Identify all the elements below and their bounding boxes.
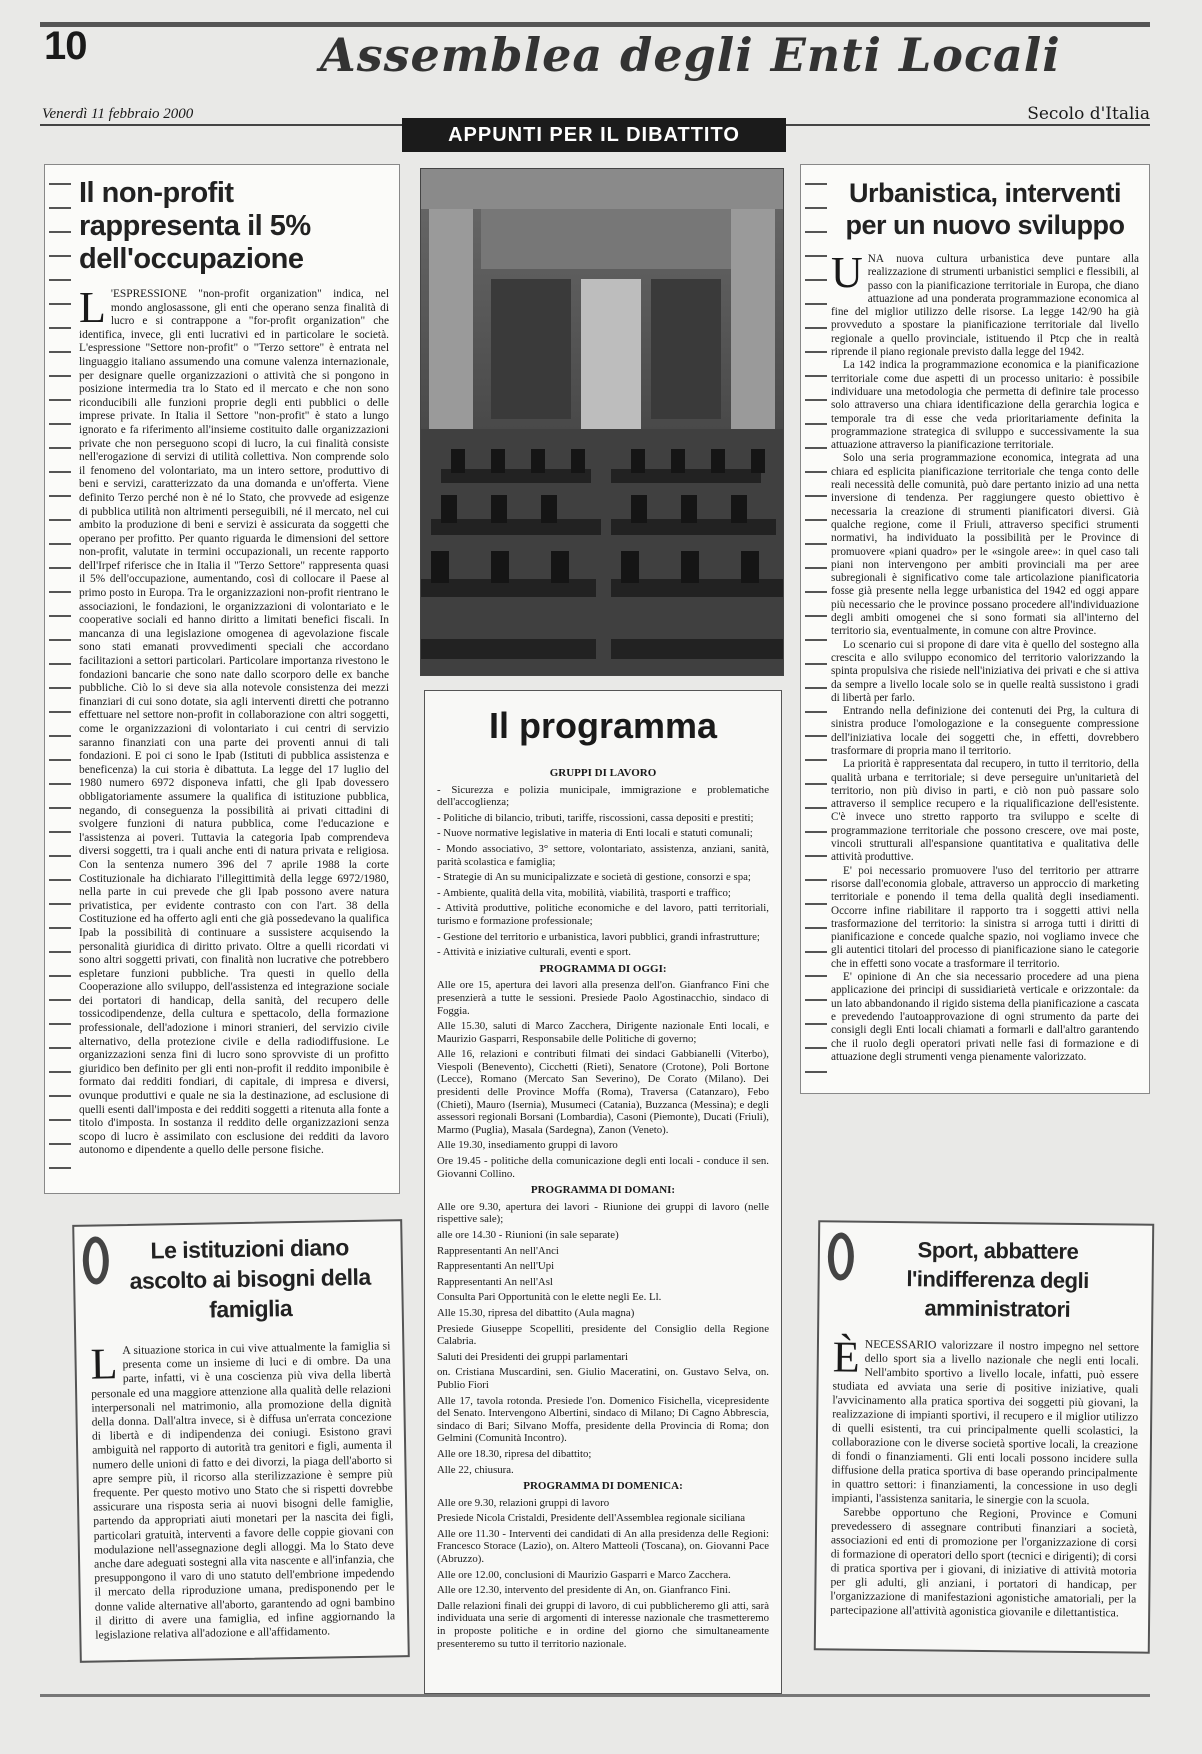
article-paragraph: Entrando nella definizione dei contenuti dei Prg, la cultura di sinistra produce l'omologazione e la conseguente compressione dell'iniziativa locale dei soggetti che, in effetti, dovrebbero trasformare di propria mano il territorio.	[831, 705, 1139, 757]
list-item: Alle 22, chiusura.	[437, 1463, 514, 1476]
list-item: Alle ore 12.00, conclusioni di Maurizio Gasparri e Marco Zacchera.	[437, 1568, 731, 1581]
masthead-title: Assemblea degli Enti Locali	[320, 28, 1061, 82]
list-item: - Nuove normative legislative in materia di Enti locali e statuti comunali;	[437, 827, 753, 840]
today-heading: PROGRAMMA DI OGGI:	[539, 962, 667, 975]
list-item: Alle 15.30, ripresa del dibattito (Aula magna)	[437, 1306, 635, 1319]
article-text: 'ESPRESSIONE "non-profit organization" indica, nel mondo anglosassone, gli enti che operano senza finalità di lucro e si contrappone a "for-profit organization" che identifica, invece, gli enti lucrativi ed in particolare le società. L'espressione "Settore non-profit" o "Terzo settore" è entrata nel linguaggio italiano assumendo una comune valenza internazionale, per designare quelle organizzazioni o attività che si pongono in posizione intermedia tra lo Stato ed il mercato e che non sono riconducibili alle funzioni proprie degli enti pubblici o delle imprese private. In Italia il Settore "non-profit" è stato a lungo ignorato e fa riferimento all'insieme costituito dalle organizzazioni private che non perseguono scopi di lucro, la cui finalità consiste nell'erogazione di servizi di utilità collettiva. Non comprende solo il fenomeno del volontariato, ma un intero settore, produttivo di beni e servizi, caratterizzato da una domanda e un'offerta. Viene definito Terzo perché non è né lo Stato, che provvede ad esigenze di pubblica utilità non altrimenti perseguibili, né il mercato, nel cui ambito la produzione di beni e servizi è assicurata da soggetti che operano per profitto. Per quanto riguarda le dimensioni del settore non-profit, valutate in termini occupazionali, un recente rapporto dell'Irpef riferisce che in Italia il "Terzo Settore" rappresenta quasi il 5% dell'occupazione, aumentando, così di collocare il Paese al primo posto in Europa. Tra le organizzazioni non-profit rientrano le associazioni, le fondazioni, le organizzazioni di volontariato e le cooperative sociali ed hanno diritto a limitati benefici fiscali. In mancanza di una legislazione omogenea di agevolazione fiscale sono stati emanati provvedimenti speciali che accordano facilitazioni a settori particolari. Particolare importanza rivestono le fondazioni bancarie che sono nate dallo scorporo delle ex banche pubbliche. Ciò lo si deve sia alla notevole consistenza dei mezzi finanziari di cui sono dotate, sia agli interventi diretti che potranno effettuare nel settore non-profit in collaborazione con altri soggetti, come le organizzazioni di volontariato i cui centri di servizio saranno finanziati con una parte dei proventi annui di tali fondazioni. E poi ci sono le Ipab (Istituti di pubblica assistenza e beneficenza) la cui storia è dibattuta. La legge del 17 luglio del 1980 numero 6972 disponeva infatti, che gli Ipab dovessero obbligatoriamente assumere la qualifica di istituzione pubblica, negando, di conseguenza la possibilità ai privati cittadini di svolgere funzioni di natura pubblica, come l'educazione e l'assistenza ai poveri. Tuttavia la categoria Ipab comprendeva diversi soggetti, tra i quali anche enti di natura privata e religiosa. Con la sentenza numero 396 del 7 aprile 1988 la corte Costituzionale ha dichiarato l'illegittimità della legge 6972/1980, nella parte in cui prevede che gli Ipab possono avere natura privatistica, per evidente contrasto con con l'art. 38 della Costituzione ed ha offerto agli enti che già possedevano la qualifica Ipab la possibilità di continuare a sussistere acquisendo la personalità giuridica di diritto privato. Oltre a quelli ricordati vi sono altri soggetti privati, con finalità non lucrative che potrebbero espletare funzioni pubbliche. Tra questi in quello della Cooperazione allo sviluppo, dell'assistenza ed integrazione sociale dei portatori di handicap, della sanità, del recupero delle tossicodipendenze, della cultura e spettacolo, della formazione professionale, dell'adozione i minori stranieri, del servizio civile alternativo, della protezione civile e della radiodiffusione. Le organizzazioni senza fini di lucro sono sprovviste di un profitto giuridico ben definito per gli enti non-profit il reddito imponibile è formato dai redditi fondiari, di capitale, di impresa e diversi, ovunque produttivi e quale ne sia la destinazione, ad esclusione di quelli esenti dall'imposta e dei redditi soggetti a ritenuta alla fonte a titolo d'imposta. In sostanza il reddito delle organizzazioni senza scopo di lucro è assimilato con esclusione dei redditi da lavoro autonomo e dipendente a quello delle persone fisiche.	[79, 288, 389, 1157]
article-famiglia	[72, 1219, 410, 1663]
list-item: alle ore 14.30 - Riunioni (in sale separate)	[437, 1229, 619, 1241]
list-item: Consulta Pari Opportunità con le elette negli Ee. Ll.	[437, 1291, 662, 1304]
page-number: 10	[44, 24, 87, 68]
list-item: on. Cristiana Muscardini, sen. Giulio Maceratini, on. Gustavo Selva, on. Publio Fiori	[437, 1366, 769, 1391]
list-item: Alle 15.30, saluti di Marco Zacchera, Dirigente nazionale Enti locali, e Maurizio Gasparri, Responsabile delle Politiche di governo;	[437, 1020, 769, 1045]
list-item: Presiede Giuseppe Scopelliti, presidente del Consiglio della Regione Calabria.	[437, 1322, 769, 1348]
sunday-list	[437, 1497, 769, 1651]
article-paragraph: La 142 indica la programmazione economica e la pianificazione territoriale come due aspetti di un processo unitario: è possibile individuare una metodologia che permetta di definire tale processo solo attraverso una chiara identificazione della gerarchia logica e temporale tra di esse che veda prioritariamente definita la programmazione strategica di sviluppo e successivamente la sua attuazione attraverso la pianificazione territoriale.	[831, 359, 1139, 452]
drop-cap: U	[831, 248, 863, 297]
article-urbanistica	[800, 164, 1150, 1094]
list-item: Ore 19.45 - politiche della comunicazione degli enti locali - conduce il sen. Giovanni Collino.	[437, 1155, 769, 1180]
council-chamber-photo	[420, 168, 784, 676]
list-item: - Mondo associativo, 3° settore, volontariato, assistenza, anziani, sanità, parità scolastica e famiglia;	[437, 842, 769, 868]
program-title: Il programma	[488, 705, 718, 746]
article-paragraph: NECESSARIO valorizzare il nostro impegno nel settore dello sport sia a livello nazionale che negli enti locali. Nell'ambito sportivo a livello locale, infatti, può essere studiata ed avviata una serie di positive iniziative, quali l'avvicinamento alla pratica sportiva dei soggetti più giovani, la realizzazione di impianti sportivi, il recupero e il miglior utilizzo di quelli esistenti, tra cui principalmente quelli scolastici, la collaborazione con le diverse società sportive locali, la creazione di fondi o finanziamenti. Gli enti locali possono incidere sulla diffusione della pratica sportiva di base operando principalmente in quattro settori: i finanziamenti, la concessione in uso degli impianti, l'assistenza sanitaria, le sinergie con la scuola.	[831, 1337, 1140, 1508]
drop-cap: L	[90, 1339, 118, 1389]
list-item: Alle ore 12.30, intervento del presidente di An, on. Gianfranco Fini.	[437, 1584, 731, 1597]
article-sport	[814, 1220, 1154, 1653]
section-banner: APPUNTI PER IL DIBATTITO	[402, 118, 786, 152]
article-headline: Il non-profit rappresenta il 5% dell'occupazione	[79, 177, 311, 275]
article-paragraph: La priorità è rappresentata dal recupero, in tutto il territorio, della qualità urbana e territoriale; si deve perseguire un'unitarietà del territorio, non più diviso in parti, e ciò non può passare solo attraverso il semplice recupero e la riqualificazione dell'esistente. C'è invece uno stretto rapporto tra sviluppo e scelte di programmazione territoriale che possono crescere, ove mai poste, vincoli strutturali all'espansione quantitativa e qualitativa delle attività produttive.	[831, 758, 1139, 864]
program-box	[424, 690, 782, 1694]
list-item: Alle 17, tavola rotonda. Presiede l'on. Domenico Fisichella, vicepresidente del Senato. Intervengono Albertini, sindaco di Milano; Di Cagno Abbrescia, sindaco di Bari; Silvano Moffa, presidente della Provincia di Roma; don Gelmini (Comunità Incontro).	[437, 1394, 769, 1445]
article-body	[90, 1339, 395, 1642]
article-headline: Urbanistica, interventi per un nuovo sviluppo	[845, 178, 1125, 240]
list-item: Alle ore 9.30, apertura dei lavori - Riunione dei gruppi di lavoro (nelle rispettive sale);	[437, 1200, 769, 1226]
list-item: - Strategie di An su municipalizzate e società di gestione, consorzi e spa;	[437, 871, 751, 884]
issue-date: Venerdì 11 febbraio 2000	[42, 106, 194, 122]
drop-cap: È	[832, 1332, 860, 1382]
tomorrow-heading: PROGRAMMA DI DOMANI:	[530, 1184, 676, 1197]
list-item: Saluti dei Presidenti dei gruppi parlamentari	[437, 1350, 628, 1363]
article-text: A situazione storica in cui vive attualmente la famiglia si presenta come un insieme di luci e di ombre. Da una parte, infatti, vi è una coscienza più viva della libertà personale ed una maggiore attenzione alla qualità delle relazioni interpersonali nel matrimonio, alla promozione della dignità della donna. Dall'altra invece, si è diffusa un'errata concezione di libertà e di indipendenza dei coniugi. Esistono gravi ambiguità nel rapporto di autorità tra genitori e figli, aumenta il numero delle unioni di fatto e dei divorzi, la piaga dell'aborto si apre sempre più, il ricorso alla sterilizzazione è sempre più frequente. Per questo motivo uno Stato che si rispetti dovrebbe assicurare una risposta seria ai nuovi bisogni delle famiglie, partendo da appropriati aiuti monetari per la nascita dei figli, particolari gratuità, interventi a favore delle coppie giovani con modulazione nell'assegnazione degli alloggi. Ma lo Stato deve anche dare adeguati sostegni alla vita nascente e all'infanzia, che presuppongono il varo di uno statuto dell'embrione impedendo il mercato della riproduzione umana, predisponendo per le donne valide alternative all'aborto, garantendo ad ogni bambino il diritto di avere una famiglia, ed infine aggiornando la legislazione relativa all'adozione e all'affidamento.	[91, 1339, 396, 1642]
article-body	[79, 283, 389, 1158]
tomorrow-list	[437, 1201, 769, 1476]
list-item: Dalle relazioni finali dei gruppi di lavoro, di cui pubblicheremo gli atti, sarà individuata una serie di argomenti di interesse nazionale che trasmetteremo in proposte politiche e in ordine del giorno che simultaneamente presenteremo su tutto il territorio nazionale.	[437, 1599, 769, 1650]
drop-cap: L	[79, 283, 106, 332]
article-paragraph: Lo scenario cui si propone di dare vita è quello del sostegno alla crescita e allo sviluppo economico del territorio valorizzando la spinta propulsiva che risiede nell'iniziativa dei privati e che si attiva da sempre a livello locale solo se in quelle realtà sussistono i gradi di libertà per farlo.	[831, 638, 1139, 704]
list-item: Presiede Nicola Cristaldi, Presidente dell'Assemblea regionale siciliana	[437, 1512, 746, 1525]
list-item: - Gestione del territorio e urbanistica, lavori pubblici, grandi infrastrutture;	[437, 930, 760, 943]
today-list	[437, 979, 769, 1180]
list-item: Alle ore 9.30, relazioni gruppi di lavoro	[437, 1496, 610, 1509]
sunday-heading: PROGRAMMA DI DOMENICA:	[523, 1480, 683, 1493]
chamber-image	[421, 169, 783, 675]
list-item: Alle ore 11.30 - Interventi dei candidati di An alla presidenza delle Regioni: Francesco Storace (Lazio), on. Altero Matteoli (Toscana), on. Giovanni Pace (Abruzzo).	[437, 1527, 769, 1566]
list-item: Rappresentanti An nell'Upi	[437, 1260, 555, 1273]
list-item: Alle ore 15, apertura dei lavori alla presenza dell'on. Gianfranco Fini che presenzierà a tutte le sessioni. Presiede Paolo Agostinacchio, sindaco di Foggia.	[437, 979, 769, 1017]
article-paragraph: Sarebbe opportuno che Regioni, Province e Comuni prevedessero di assegnare contributi finanziari a società, associazioni ed enti di promozione per l'organizzazione di corsi di formazione di operatori dello sport (tecnici e dirigenti); di corsi di pratica sportiva per i giovani, di iniziative di attività motoria per gli adulti, gli anziani, i portatori di handicap, per l'organizzazione di manifestazioni agonistiche amatoriali, per la partecipazione all'attività agonistica giovanile e dilettantistica.	[830, 1505, 1138, 1620]
list-item: Rappresentanti An nell'Anci	[437, 1244, 559, 1257]
article-paragraph: E' poi necessario promuovere l'uso del territorio per attrarre risorse dall'economia globale, attraverso un approccio di marketing territoriale e ponendo il tema della qualità degli insediamenti. Occorre infine riabilitare il rapporto tra i soggetti attivi nella trasformazione del territorio: la sinistra si arroga tutti i diritti di pianificazione e concede qualche spazio, noi vogliamo invece che gli autentici titolari del processo di pianificazione siano le categorie che in effetti sono vocate a trasformare il territorio.	[831, 864, 1139, 970]
list-item: Alle 19.30, insediamento gruppi di lavoro	[437, 1139, 618, 1152]
article-paragraph: E' opinione di An che sia necessario procedere ad una piena applicazione dei principi di sussidiarietà verticale e orizzontale: da un lato abbandonando il rigido sistema della pianificazione a cascata e prevedendo l'autoapprovazione di ogni strumento da parte dei consigli degli Enti locali chiamati a formarli e dall'altro garantendo che il ruolo degli operatori privati nelle fasi di formazione e di attuazione degli strumenti venga pienamente valorizzato.	[831, 971, 1139, 1063]
list-item: - Attività e iniziative culturali, eventi e sport.	[437, 946, 631, 959]
list-item: Alle 16, relazioni e contributi filmati dei sindaci Gabbianelli (Viterbo), Viespoli (Benevento), Cicchetti (Rieti), Senatore (Crotone), Poli Bortone (Lecce), Romano (Mercato San Severino), De Corato (Milano). Dei presidenti delle Province Moffa (Roma), Traversa (Catanzaro), Febo (Chieti), Mauro (Isernia), Musumeci (Catania), Buzzanca (Messina); e degli assessori regionali Borsani (Lombardia), Casoni (Piemonte), Ducati (Friuli), Marmo (Puglia), Masala (Sardegna), Zanon (Veneto).	[437, 1048, 769, 1136]
work-groups-heading: GRUPPI DI LAVORO	[549, 767, 657, 779]
article-body	[830, 1332, 1140, 1620]
list-item: - Attività produttive, politiche economiche e del lavoro, patti territoriali, turismo e formazione professionale;	[437, 902, 769, 927]
newspaper-name: Secolo d'Italia	[1027, 104, 1150, 124]
list-item: - Politiche di bilancio, tributi, tariffe, riscossioni, cassa depositi e prestiti;	[437, 811, 754, 824]
list-item: Rappresentanti An nell'Asl	[437, 1275, 553, 1288]
top-rule	[40, 22, 1150, 27]
list-item: Alle ore 18.30, ripresa del dibattito;	[437, 1447, 592, 1460]
article-paragraph: NA nuova cultura urbanistica deve puntare alla realizzazione di strumenti urbanistici semplici e flessibili, al passo con la pianificazione territoriale in Europa, che diano attuazione ad una ponderata programmazione economica al fine del miglior utilizzo delle risorse. La legge 142/90 ha già provveduto a spostare la pianificazione territoriale dal livello regionale a quello provinciale, istituendo il Ptcp che in realtà riprende il piano regionale previsto dalla legge del 1942.	[831, 253, 1139, 359]
notebook-spiral	[805, 171, 827, 1087]
article-headline: Sport, abbattere l'indifferenza degli amministratori	[906, 1237, 1089, 1322]
article-body	[831, 248, 1139, 1064]
article-nonprofit	[44, 164, 400, 1194]
article-headline: Le istituzioni diano ascolto ai bisogni della famiglia	[129, 1234, 371, 1323]
list-item: - Sicurezza e polizia municipale, immigrazione e problematiche dell'accoglienza;	[437, 783, 769, 809]
work-groups-list	[437, 784, 769, 959]
article-paragraph: Solo una seria programmazione economica, integrata ad una chiara ed esplicita pianificazione territoriale che tenga conto delle reali necessità delle comunità, può dare pertanto inizio ad una netta inversione di tendenza. Per raggiungere questo obiettivo è necessaria la creazione di strumenti pianificatori diversi. Già qualche regione, come il Friuli, attraverso specifici strumenti normativi, ha individuato la possibilità per le Province di promuovere «piani quadro» per le «singole aree»: in quel caso tali piani non intervengono per ambiti provinciali ma per aree subregionali è significativo come tale articolazione pianificatoria fosse già presente nella legge urbanistica del 1942 ed oggi appare più necessario che le province possano procedere all'individuazione degli ambiti omogenei che si sono formati sia all'interno del territorio sia, eventualmente, in comune con altre Province.	[831, 452, 1139, 638]
bottom-rule	[40, 1694, 1150, 1697]
list-item: - Ambiente, qualità della vita, mobilità, viabilità, trasporti e traffico;	[437, 886, 731, 899]
notebook-spiral	[49, 171, 71, 1187]
